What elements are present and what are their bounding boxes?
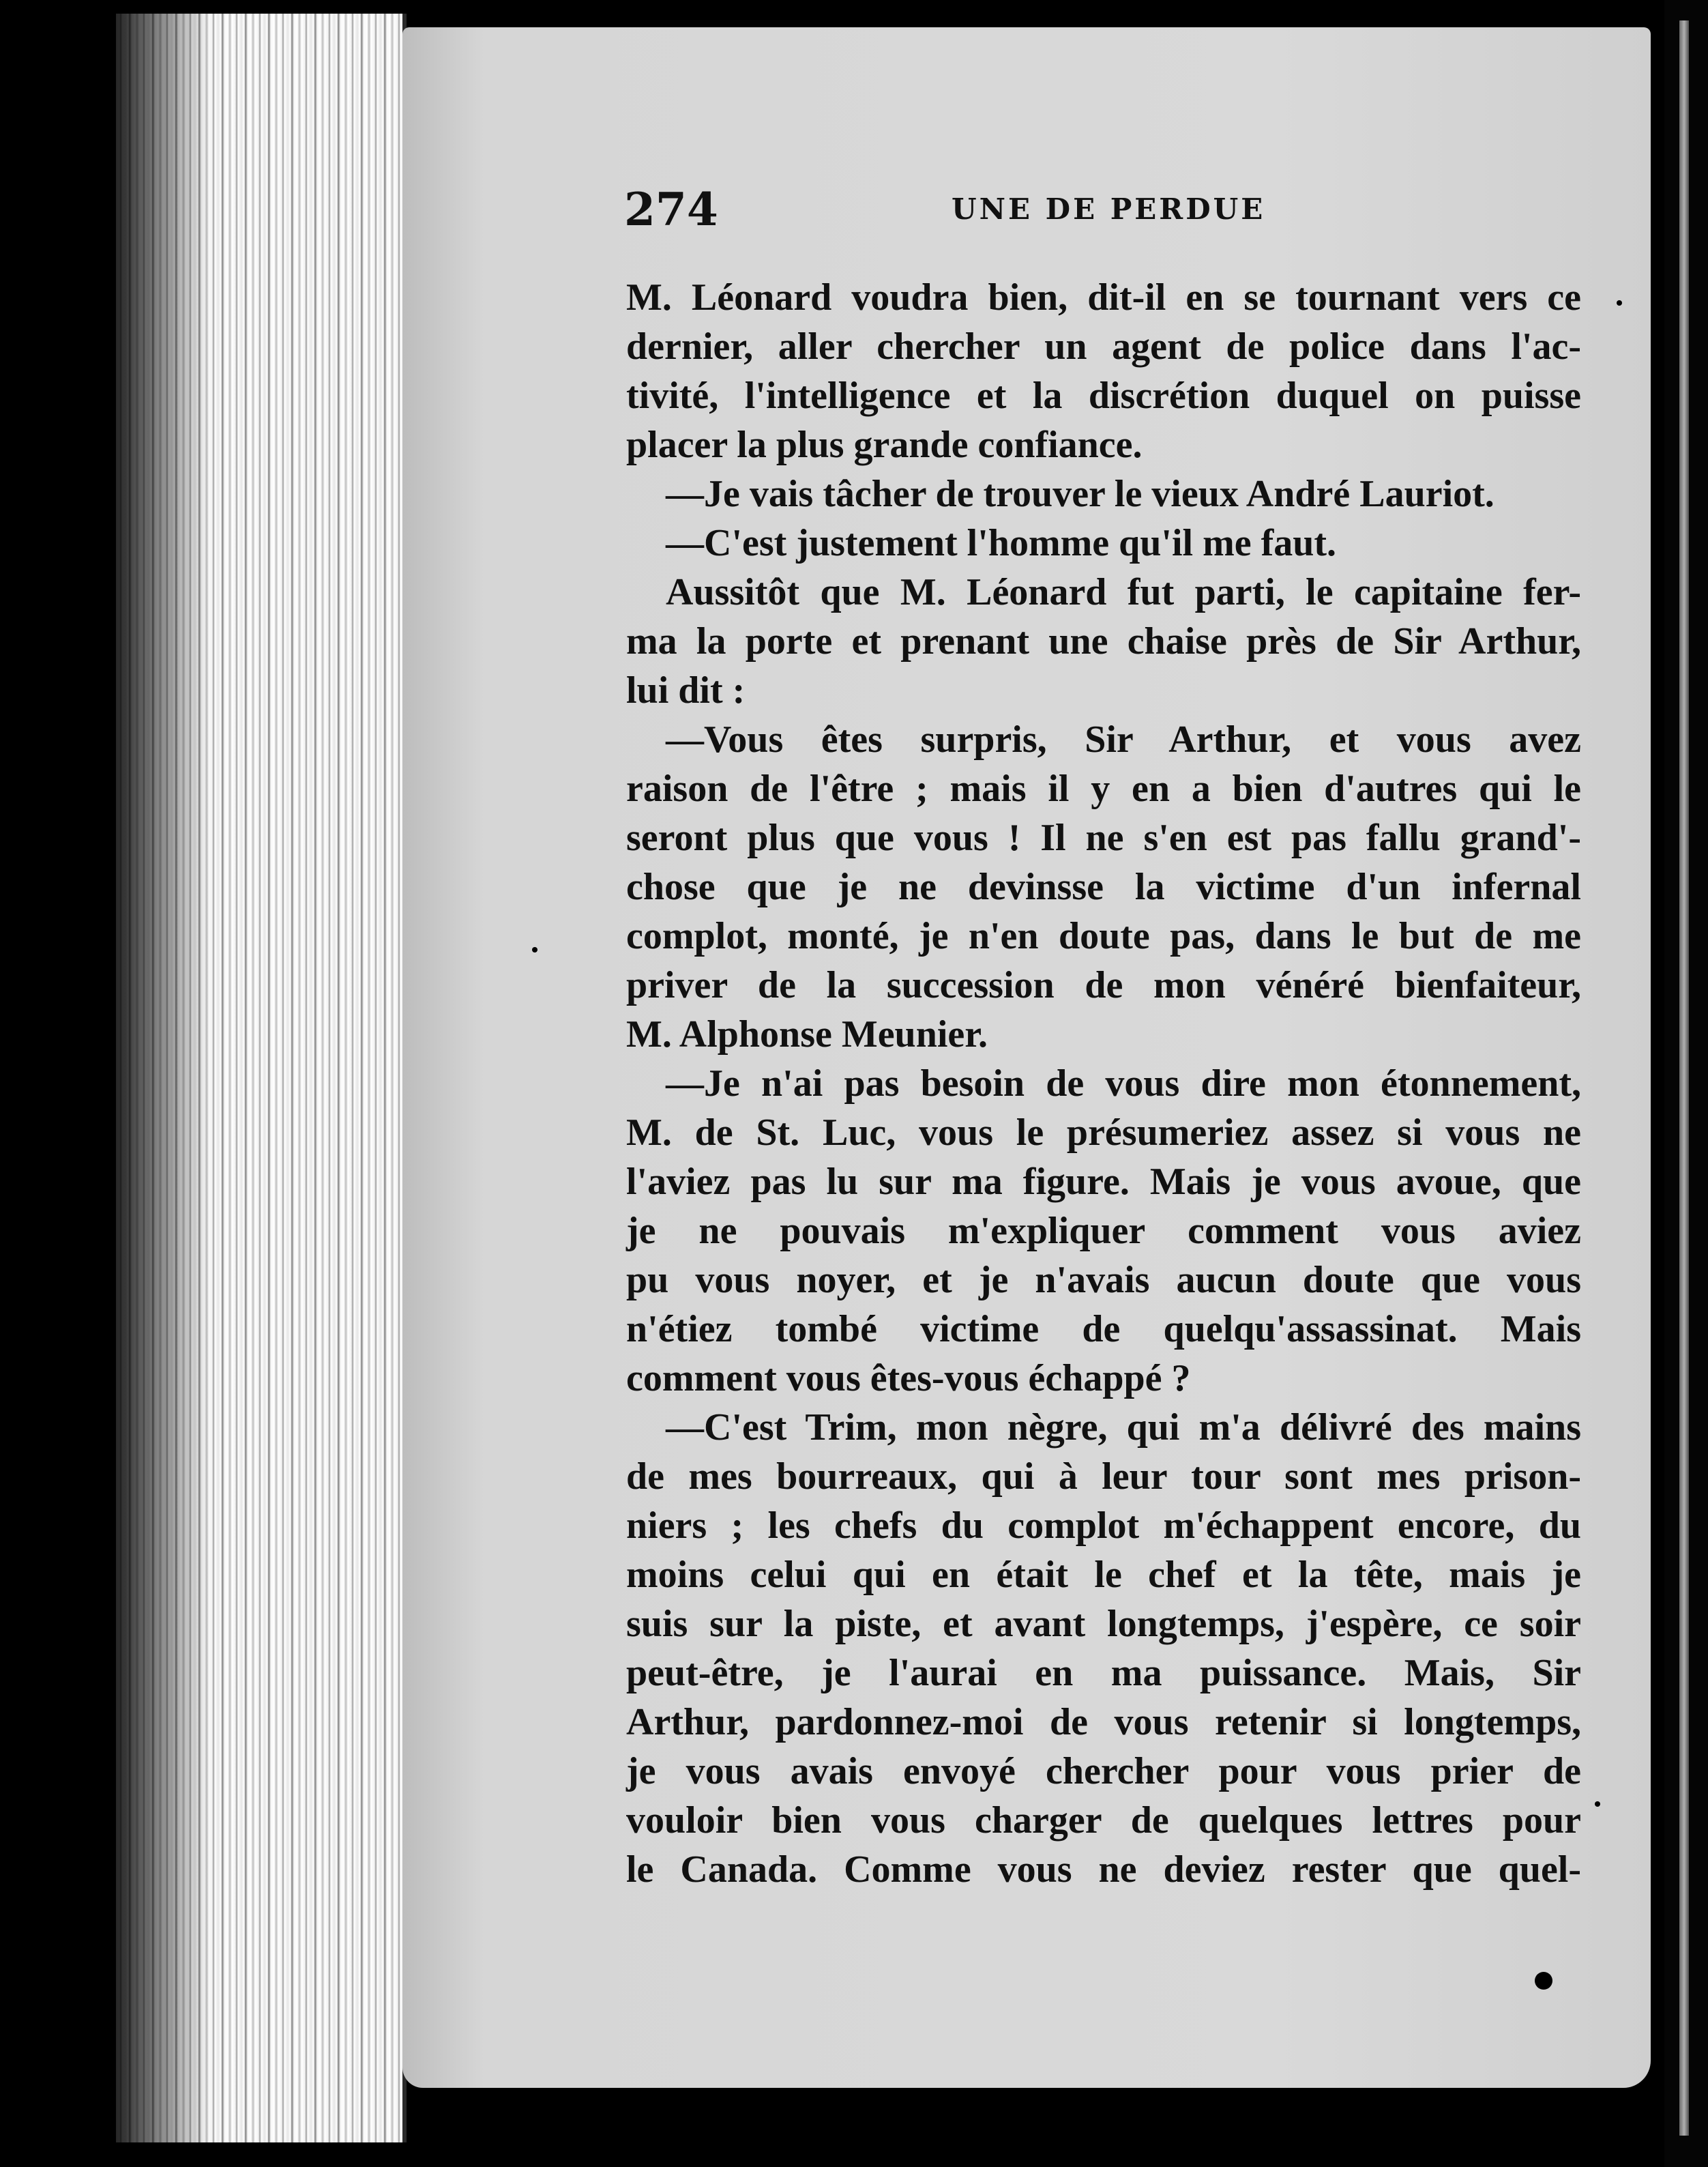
text-line: le Canada. Comme vous ne deviez rester que quel-: [626, 1848, 1581, 1891]
text-line: priver de la succession de mon vénéré bienfaiteur,: [626, 964, 1581, 1006]
page-edges-shadow: [116, 14, 211, 2142]
text-line: peut-être, je l'aurai en ma puissance. Mais, Sir: [626, 1652, 1581, 1694]
text-line: chose que je ne devinsse la victime d'un infernal: [626, 866, 1581, 908]
ink-speck: [532, 947, 538, 952]
text-line: M. de St. Luc, vous le présumeriez assez si vous ne: [626, 1111, 1581, 1154]
text-line: —C'est Trim, mon nègre, qui m'a délivré des mains: [666, 1406, 1581, 1449]
text-line: niers ; les chefs du complot m'échappent encore, du: [626, 1504, 1581, 1547]
body-text: [626, 273, 1581, 1894]
text-line: placer la plus grande confiance.: [626, 424, 1143, 466]
text-line: —Je n'ai pas besoin de vous dire mon étonnement,: [666, 1062, 1581, 1105]
text-line: de mes bourreaux, qui à leur tour sont mes prison-: [626, 1455, 1581, 1498]
text-line: Arthur, pardonnez-moi de vous retenir si longtemps,: [626, 1701, 1581, 1743]
text-line: comment vous êtes-vous échappé ?: [626, 1357, 1191, 1399]
text-line: Aussitôt que M. Léonard fut parti, le capitaine fer-: [666, 571, 1581, 613]
text-line: tivité, l'intelligence et la discrétion duquel on puisse: [626, 375, 1581, 417]
text-line: complot, monté, je n'en doute pas, dans le but de me: [626, 915, 1581, 957]
ink-speck: [1617, 300, 1622, 306]
text-line: raison de l'être ; mais il y en a bien d'autres qui le: [626, 768, 1581, 810]
text-line: n'étiez tombé victime de quelqu'assassinat. Mais: [626, 1308, 1581, 1350]
text-line: vouloir bien vous charger de quelques lettres pour: [626, 1799, 1581, 1842]
text-line: pu vous noyer, et je n'avais aucun doute que vous: [626, 1259, 1581, 1301]
text-line: M. Léonard voudra bien, dit-il en se tournant vers ce: [626, 276, 1581, 319]
text-line: —Vous êtes surpris, Sir Arthur, et vous avez: [666, 718, 1581, 761]
text-line: moins celui qui en était le chef et la tête, mais je: [626, 1554, 1581, 1596]
book-title: UNE DE PERDUE: [952, 192, 1266, 226]
ink-blot: [1535, 1972, 1552, 1990]
text-line: —Je vais tâcher de trouver le vieux André Lauriot.: [666, 473, 1494, 515]
text-line: l'aviez pas lu sur ma figure. Mais je vous avoue, que: [626, 1161, 1581, 1203]
running-head: [624, 183, 1306, 237]
page-number: 274: [624, 183, 718, 236]
text-line: dernier, aller chercher un agent de police dans l'ac-: [626, 325, 1581, 368]
text-line: lui dit :: [626, 669, 746, 712]
ink-speck: [1595, 1801, 1600, 1807]
text-line: —C'est justement l'homme qu'il me faut.: [666, 522, 1337, 564]
text-line: suis sur la piste, et avant longtemps, j'espère, ce soir: [626, 1603, 1581, 1645]
text-line: M. Alphonse Meunier.: [626, 1013, 988, 1056]
text-line: ma la porte et prenant une chaise près de Sir Arthur,: [626, 620, 1581, 663]
text-line: seront plus que vous ! Il ne s'en est pas fallu grand'-: [626, 817, 1581, 859]
text-line: je vous avais envoyé chercher pour vous prier de: [626, 1750, 1581, 1792]
next-page-edge: [1679, 20, 1689, 2136]
text-line: je ne pouvais m'expliquer comment vous aviez: [626, 1210, 1581, 1252]
